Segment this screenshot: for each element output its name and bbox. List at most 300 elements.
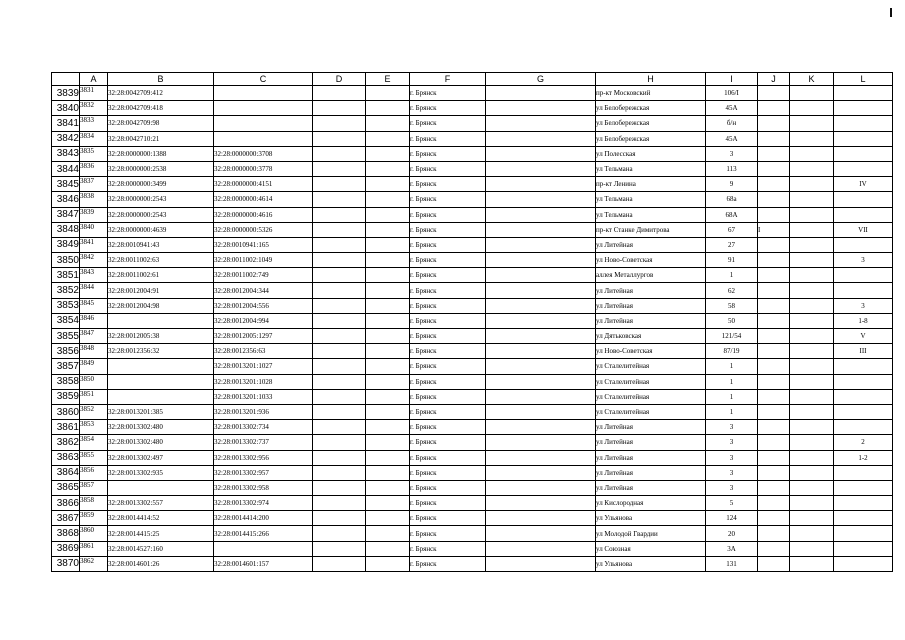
cell-j[interactable] [758,131,790,146]
cell-d[interactable] [313,192,366,207]
cell-j[interactable] [758,116,790,131]
column-header-g[interactable]: G [486,73,596,86]
cell-g[interactable] [486,389,596,404]
cell-c[interactable]: 32:28:0000000:3778 [214,161,313,176]
cell-b[interactable]: 32:28:0000000:3499 [108,177,214,192]
cell-a[interactable]: 3853 [80,420,108,435]
cell-g[interactable] [486,177,596,192]
cell-l[interactable]: VII [834,222,893,237]
cell-l[interactable] [834,526,893,541]
cell-f[interactable]: г. Брянск [410,541,486,556]
cell-l[interactable] [834,359,893,374]
cell-a[interactable]: 3850 [80,374,108,389]
cell-b[interactable]: 32:28:0000000:2543 [108,192,214,207]
cell-c[interactable]: 32:28:0012004:344 [214,283,313,298]
cell-e[interactable] [366,344,410,359]
column-header-h[interactable]: H [596,73,706,86]
cell-g[interactable] [486,313,596,328]
cell-g[interactable] [486,496,596,511]
row-number[interactable]: 3849 [52,237,80,252]
cell-i[interactable]: 3 [706,435,758,450]
cell-e[interactable] [366,177,410,192]
cell-a[interactable]: 3839 [80,207,108,222]
cell-i[interactable]: 3 [706,146,758,161]
column-header-l[interactable]: L [834,73,893,86]
row-number[interactable]: 3867 [52,511,80,526]
cell-c[interactable]: 32:28:0000000:4616 [214,207,313,222]
cell-c[interactable]: 32:28:0000000:4614 [214,192,313,207]
cell-f[interactable]: г. Брянск [410,526,486,541]
column-header-i[interactable]: I [706,73,758,86]
cell-g[interactable] [486,298,596,313]
cell-c[interactable]: 32:28:0014415:266 [214,526,313,541]
cell-c[interactable]: 32:28:0000000:5326 [214,222,313,237]
cell-e[interactable] [366,404,410,419]
cell-d[interactable] [313,207,366,222]
cell-b[interactable]: 32:28:0012356:32 [108,344,214,359]
cell-j[interactable] [758,161,790,176]
cell-l[interactable] [834,161,893,176]
cell-h[interactable]: пр-кт Ленина [596,177,706,192]
cell-k[interactable] [790,283,834,298]
cell-g[interactable] [486,420,596,435]
cell-f[interactable]: г. Брянск [410,237,486,252]
cell-g[interactable] [486,253,596,268]
column-header-a[interactable]: A [80,73,108,86]
cell-k[interactable] [790,556,834,571]
cell-b[interactable]: 32:28:0014414:52 [108,511,214,526]
cell-b[interactable] [108,480,214,495]
row-number[interactable]: 3858 [52,374,80,389]
cell-i[interactable]: 1 [706,404,758,419]
cell-h[interactable]: ул Ново-Советская [596,253,706,268]
cell-a[interactable]: 3855 [80,450,108,465]
cell-e[interactable] [366,101,410,116]
cell-l[interactable] [834,374,893,389]
cell-h[interactable]: ул Литейная [596,465,706,480]
cell-d[interactable] [313,86,366,101]
row-number[interactable]: 3839 [52,86,80,101]
cell-g[interactable] [486,268,596,283]
cell-g[interactable] [486,526,596,541]
cell-j[interactable] [758,480,790,495]
cell-j[interactable] [758,541,790,556]
cell-k[interactable] [790,116,834,131]
cell-l[interactable] [834,131,893,146]
cell-a[interactable]: 3843 [80,268,108,283]
cell-b[interactable]: 32:28:0011002:63 [108,253,214,268]
cell-h[interactable]: ул Союзная [596,541,706,556]
cell-j[interactable] [758,298,790,313]
row-number[interactable]: 3869 [52,541,80,556]
cell-c[interactable] [214,116,313,131]
cell-b[interactable]: 32:28:0000000:4639 [108,222,214,237]
cell-e[interactable] [366,161,410,176]
cell-i[interactable]: 124 [706,511,758,526]
cell-b[interactable]: 32:28:0014527:160 [108,541,214,556]
cell-g[interactable] [486,465,596,480]
cell-l[interactable] [834,465,893,480]
cell-h[interactable]: ул Сталелитейная [596,389,706,404]
row-number[interactable]: 3852 [52,283,80,298]
cell-h[interactable]: ул Молодой Гвардии [596,526,706,541]
cell-f[interactable]: г. Брянск [410,450,486,465]
cell-i[interactable]: 3 [706,420,758,435]
cell-k[interactable] [790,374,834,389]
cell-f[interactable]: г. Брянск [410,420,486,435]
cell-b[interactable]: 32:28:0000000:1388 [108,146,214,161]
cell-f[interactable]: г. Брянск [410,344,486,359]
cell-c[interactable]: 32:28:0013201:936 [214,404,313,419]
cell-k[interactable] [790,253,834,268]
cell-j[interactable] [758,420,790,435]
cell-e[interactable] [366,207,410,222]
cell-j[interactable] [758,374,790,389]
cell-e[interactable] [366,389,410,404]
cell-l[interactable]: III [834,344,893,359]
cell-b[interactable]: 32:28:0000000:2543 [108,207,214,222]
cell-f[interactable]: г. Брянск [410,283,486,298]
cell-g[interactable] [486,192,596,207]
cell-i[interactable]: 58 [706,298,758,313]
cell-e[interactable] [366,268,410,283]
cell-f[interactable]: г. Брянск [410,222,486,237]
cell-k[interactable] [790,268,834,283]
cell-g[interactable] [486,480,596,495]
cell-b[interactable]: 32:28:0014415:25 [108,526,214,541]
cell-b[interactable] [108,389,214,404]
cell-f[interactable]: г. Брянск [410,268,486,283]
column-header-j[interactable]: J [758,73,790,86]
cell-l[interactable] [834,283,893,298]
cell-k[interactable] [790,131,834,146]
row-number[interactable]: 3859 [52,389,80,404]
cell-l[interactable] [834,116,893,131]
cell-a[interactable]: 3832 [80,101,108,116]
cell-a[interactable]: 3862 [80,556,108,571]
cell-g[interactable] [486,131,596,146]
cell-a[interactable]: 3849 [80,359,108,374]
cell-a[interactable]: 3838 [80,192,108,207]
cell-j[interactable] [758,146,790,161]
cell-d[interactable] [313,435,366,450]
cell-b[interactable]: 32:28:0013302:480 [108,435,214,450]
cell-b[interactable]: 32:28:0013302:497 [108,450,214,465]
cell-j[interactable] [758,556,790,571]
cell-a[interactable]: 3844 [80,283,108,298]
cell-d[interactable] [313,389,366,404]
cell-i[interactable]: 113 [706,161,758,176]
cell-h[interactable]: ул Сталелитейная [596,359,706,374]
cell-c[interactable]: 32:28:0013302:956 [214,450,313,465]
cell-b[interactable]: 32:28:0013302:935 [108,465,214,480]
cell-d[interactable] [313,101,366,116]
cell-e[interactable] [366,480,410,495]
cell-h[interactable]: ул Белобережская [596,101,706,116]
cell-l[interactable]: IV [834,177,893,192]
row-number[interactable]: 3870 [52,556,80,571]
cell-i[interactable]: 1 [706,268,758,283]
cell-l[interactable] [834,101,893,116]
column-header-e[interactable]: E [366,73,410,86]
cell-d[interactable] [313,511,366,526]
row-number[interactable]: 3866 [52,496,80,511]
cell-a[interactable]: 3851 [80,389,108,404]
cell-b[interactable]: 32:28:0042709:418 [108,101,214,116]
cell-i[interactable]: 87/19 [706,344,758,359]
cell-g[interactable] [486,101,596,116]
cell-f[interactable]: г. Брянск [410,161,486,176]
cell-l[interactable] [834,192,893,207]
cell-a[interactable]: 3836 [80,161,108,176]
cell-k[interactable] [790,480,834,495]
cell-i[interactable]: 3 [706,465,758,480]
cell-k[interactable] [790,389,834,404]
cell-d[interactable] [313,465,366,480]
cell-j[interactable] [758,329,790,344]
cell-e[interactable] [366,450,410,465]
cell-f[interactable]: г. Брянск [410,480,486,495]
cell-d[interactable] [313,268,366,283]
row-number[interactable]: 3855 [52,329,80,344]
cell-c[interactable]: 32:28:0010941:165 [214,237,313,252]
cell-h[interactable]: ул Тельмана [596,192,706,207]
cell-f[interactable]: г. Брянск [410,313,486,328]
cell-g[interactable] [486,359,596,374]
row-number[interactable]: 3864 [52,465,80,480]
cell-k[interactable] [790,222,834,237]
cell-k[interactable] [790,541,834,556]
cell-e[interactable] [366,465,410,480]
cell-d[interactable] [313,480,366,495]
cell-d[interactable] [313,237,366,252]
cell-f[interactable]: г. Брянск [410,435,486,450]
cell-l[interactable] [834,237,893,252]
cell-j[interactable] [758,435,790,450]
cell-j[interactable] [758,313,790,328]
cell-j[interactable] [758,101,790,116]
cell-g[interactable] [486,541,596,556]
row-number[interactable]: 3865 [52,480,80,495]
cell-h[interactable]: пр-кт Московский [596,86,706,101]
cell-h[interactable]: ул Тельмана [596,161,706,176]
cell-d[interactable] [313,329,366,344]
row-number[interactable]: 3856 [52,344,80,359]
cell-b[interactable]: 32:28:0010941:43 [108,237,214,252]
row-number[interactable]: 3847 [52,207,80,222]
cell-a[interactable]: 3833 [80,116,108,131]
cell-i[interactable]: 3 [706,480,758,495]
cell-f[interactable]: г. Брянск [410,86,486,101]
row-number[interactable]: 3862 [52,435,80,450]
row-number[interactable]: 3868 [52,526,80,541]
cell-j[interactable]: I [758,222,790,237]
cell-h[interactable]: ул Литейная [596,313,706,328]
cell-f[interactable]: г. Брянск [410,329,486,344]
cell-e[interactable] [366,526,410,541]
cell-f[interactable]: г. Брянск [410,207,486,222]
cell-g[interactable] [486,374,596,389]
cell-j[interactable] [758,511,790,526]
cell-e[interactable] [366,222,410,237]
cell-i[interactable]: 106/I [706,86,758,101]
cell-d[interactable] [313,541,366,556]
cell-a[interactable]: 3834 [80,131,108,146]
cell-c[interactable]: 32:28:0012356:63 [214,344,313,359]
cell-c[interactable] [214,86,313,101]
column-header-c[interactable]: C [214,73,313,86]
cell-l[interactable] [834,480,893,495]
cell-c[interactable]: 32:28:0011002:749 [214,268,313,283]
cell-d[interactable] [313,359,366,374]
cell-i[interactable]: 5 [706,496,758,511]
cell-l[interactable]: 1-2 [834,450,893,465]
cell-a[interactable]: 3835 [80,146,108,161]
cell-g[interactable] [486,161,596,176]
cell-a[interactable]: 3837 [80,177,108,192]
cell-i[interactable]: б/н [706,116,758,131]
cell-h[interactable]: ул Кислородная [596,496,706,511]
cell-f[interactable]: г. Брянск [410,101,486,116]
cell-j[interactable] [758,359,790,374]
cell-d[interactable] [313,131,366,146]
cell-j[interactable] [758,450,790,465]
cell-k[interactable] [790,177,834,192]
row-number[interactable]: 3848 [52,222,80,237]
cell-k[interactable] [790,101,834,116]
cell-f[interactable]: г. Брянск [410,116,486,131]
cell-e[interactable] [366,374,410,389]
cell-a[interactable]: 3858 [80,496,108,511]
cell-d[interactable] [313,404,366,419]
cell-c[interactable]: 32:28:0014414:200 [214,511,313,526]
cell-b[interactable]: 32:28:0011002:61 [108,268,214,283]
row-number[interactable]: 3860 [52,404,80,419]
cell-b[interactable]: 32:28:0012005:38 [108,329,214,344]
cell-j[interactable] [758,389,790,404]
cell-g[interactable] [486,222,596,237]
cell-h[interactable]: ул Белобережская [596,131,706,146]
cell-h[interactable]: ул Тельмана [596,207,706,222]
cell-i[interactable]: 1 [706,389,758,404]
cell-d[interactable] [313,222,366,237]
cell-f[interactable]: г. Брянск [410,192,486,207]
cell-i[interactable]: 20 [706,526,758,541]
cell-d[interactable] [313,450,366,465]
cell-f[interactable]: г. Брянск [410,253,486,268]
cell-h[interactable]: ул Литейная [596,480,706,495]
cell-i[interactable]: 9 [706,177,758,192]
cell-f[interactable]: г. Брянск [410,556,486,571]
cell-d[interactable] [313,420,366,435]
cell-l[interactable]: 3 [834,253,893,268]
cell-d[interactable] [313,116,366,131]
cell-e[interactable] [366,541,410,556]
cell-h[interactable]: ул Литейная [596,435,706,450]
cell-d[interactable] [313,177,366,192]
cell-f[interactable]: г. Брянск [410,298,486,313]
cell-c[interactable]: 32:28:0013302:957 [214,465,313,480]
cell-e[interactable] [366,283,410,298]
cell-j[interactable] [758,237,790,252]
cell-e[interactable] [366,496,410,511]
cell-g[interactable] [486,237,596,252]
cell-k[interactable] [790,161,834,176]
cell-h[interactable]: ул Литейная [596,298,706,313]
cell-k[interactable] [790,329,834,344]
row-number[interactable]: 3854 [52,313,80,328]
cell-f[interactable]: г. Брянск [410,131,486,146]
cell-a[interactable]: 3846 [80,313,108,328]
cell-e[interactable] [366,253,410,268]
cell-d[interactable] [313,283,366,298]
cell-b[interactable]: 32:28:0013201:385 [108,404,214,419]
cell-b[interactable]: 32:28:0014601:26 [108,556,214,571]
cell-h[interactable]: ул Литейная [596,283,706,298]
cell-l[interactable] [834,496,893,511]
cell-h[interactable]: ул Белобережская [596,116,706,131]
cell-h[interactable]: пр-кт Станке Димитрова [596,222,706,237]
cell-l[interactable]: 2 [834,435,893,450]
cell-a[interactable]: 3859 [80,511,108,526]
cell-b[interactable]: 32:28:0012004:91 [108,283,214,298]
cell-l[interactable] [834,86,893,101]
cell-l[interactable] [834,146,893,161]
cell-c[interactable]: 32:28:0012005:1297 [214,329,313,344]
cell-k[interactable] [790,313,834,328]
cell-f[interactable]: г. Брянск [410,374,486,389]
cell-f[interactable]: г. Брянск [410,511,486,526]
row-number[interactable]: 3845 [52,177,80,192]
cell-c[interactable]: 32:28:0013201:1033 [214,389,313,404]
cell-i[interactable]: 67 [706,222,758,237]
cell-g[interactable] [486,450,596,465]
cell-c[interactable]: 32:28:0013201:1028 [214,374,313,389]
cell-i[interactable]: 27 [706,237,758,252]
cell-i[interactable]: 50 [706,313,758,328]
cell-k[interactable] [790,465,834,480]
cell-e[interactable] [366,192,410,207]
cell-c[interactable]: 32:28:0013201:1027 [214,359,313,374]
cell-g[interactable] [486,283,596,298]
cell-d[interactable] [313,146,366,161]
cell-i[interactable]: 91 [706,253,758,268]
cell-b[interactable]: 32:28:0042709:98 [108,116,214,131]
row-number[interactable]: 3842 [52,131,80,146]
cell-c[interactable] [214,131,313,146]
cell-a[interactable]: 3841 [80,237,108,252]
cell-i[interactable]: 62 [706,283,758,298]
column-header-f[interactable]: F [410,73,486,86]
cell-g[interactable] [486,511,596,526]
cell-f[interactable]: г. Брянск [410,146,486,161]
cell-a[interactable]: 3852 [80,404,108,419]
cell-g[interactable] [486,556,596,571]
column-header-b[interactable]: B [108,73,214,86]
cell-k[interactable] [790,496,834,511]
cell-h[interactable]: ул Сталелитейная [596,404,706,419]
cell-l[interactable] [834,511,893,526]
cell-g[interactable] [486,329,596,344]
row-number[interactable]: 3857 [52,359,80,374]
cell-b[interactable]: 32:28:0042709:412 [108,86,214,101]
column-header-d[interactable]: D [313,73,366,86]
cell-d[interactable] [313,556,366,571]
cell-j[interactable] [758,526,790,541]
cell-f[interactable]: г. Брянск [410,496,486,511]
cell-c[interactable]: 32:28:0013302:974 [214,496,313,511]
cell-a[interactable]: 3831 [80,86,108,101]
